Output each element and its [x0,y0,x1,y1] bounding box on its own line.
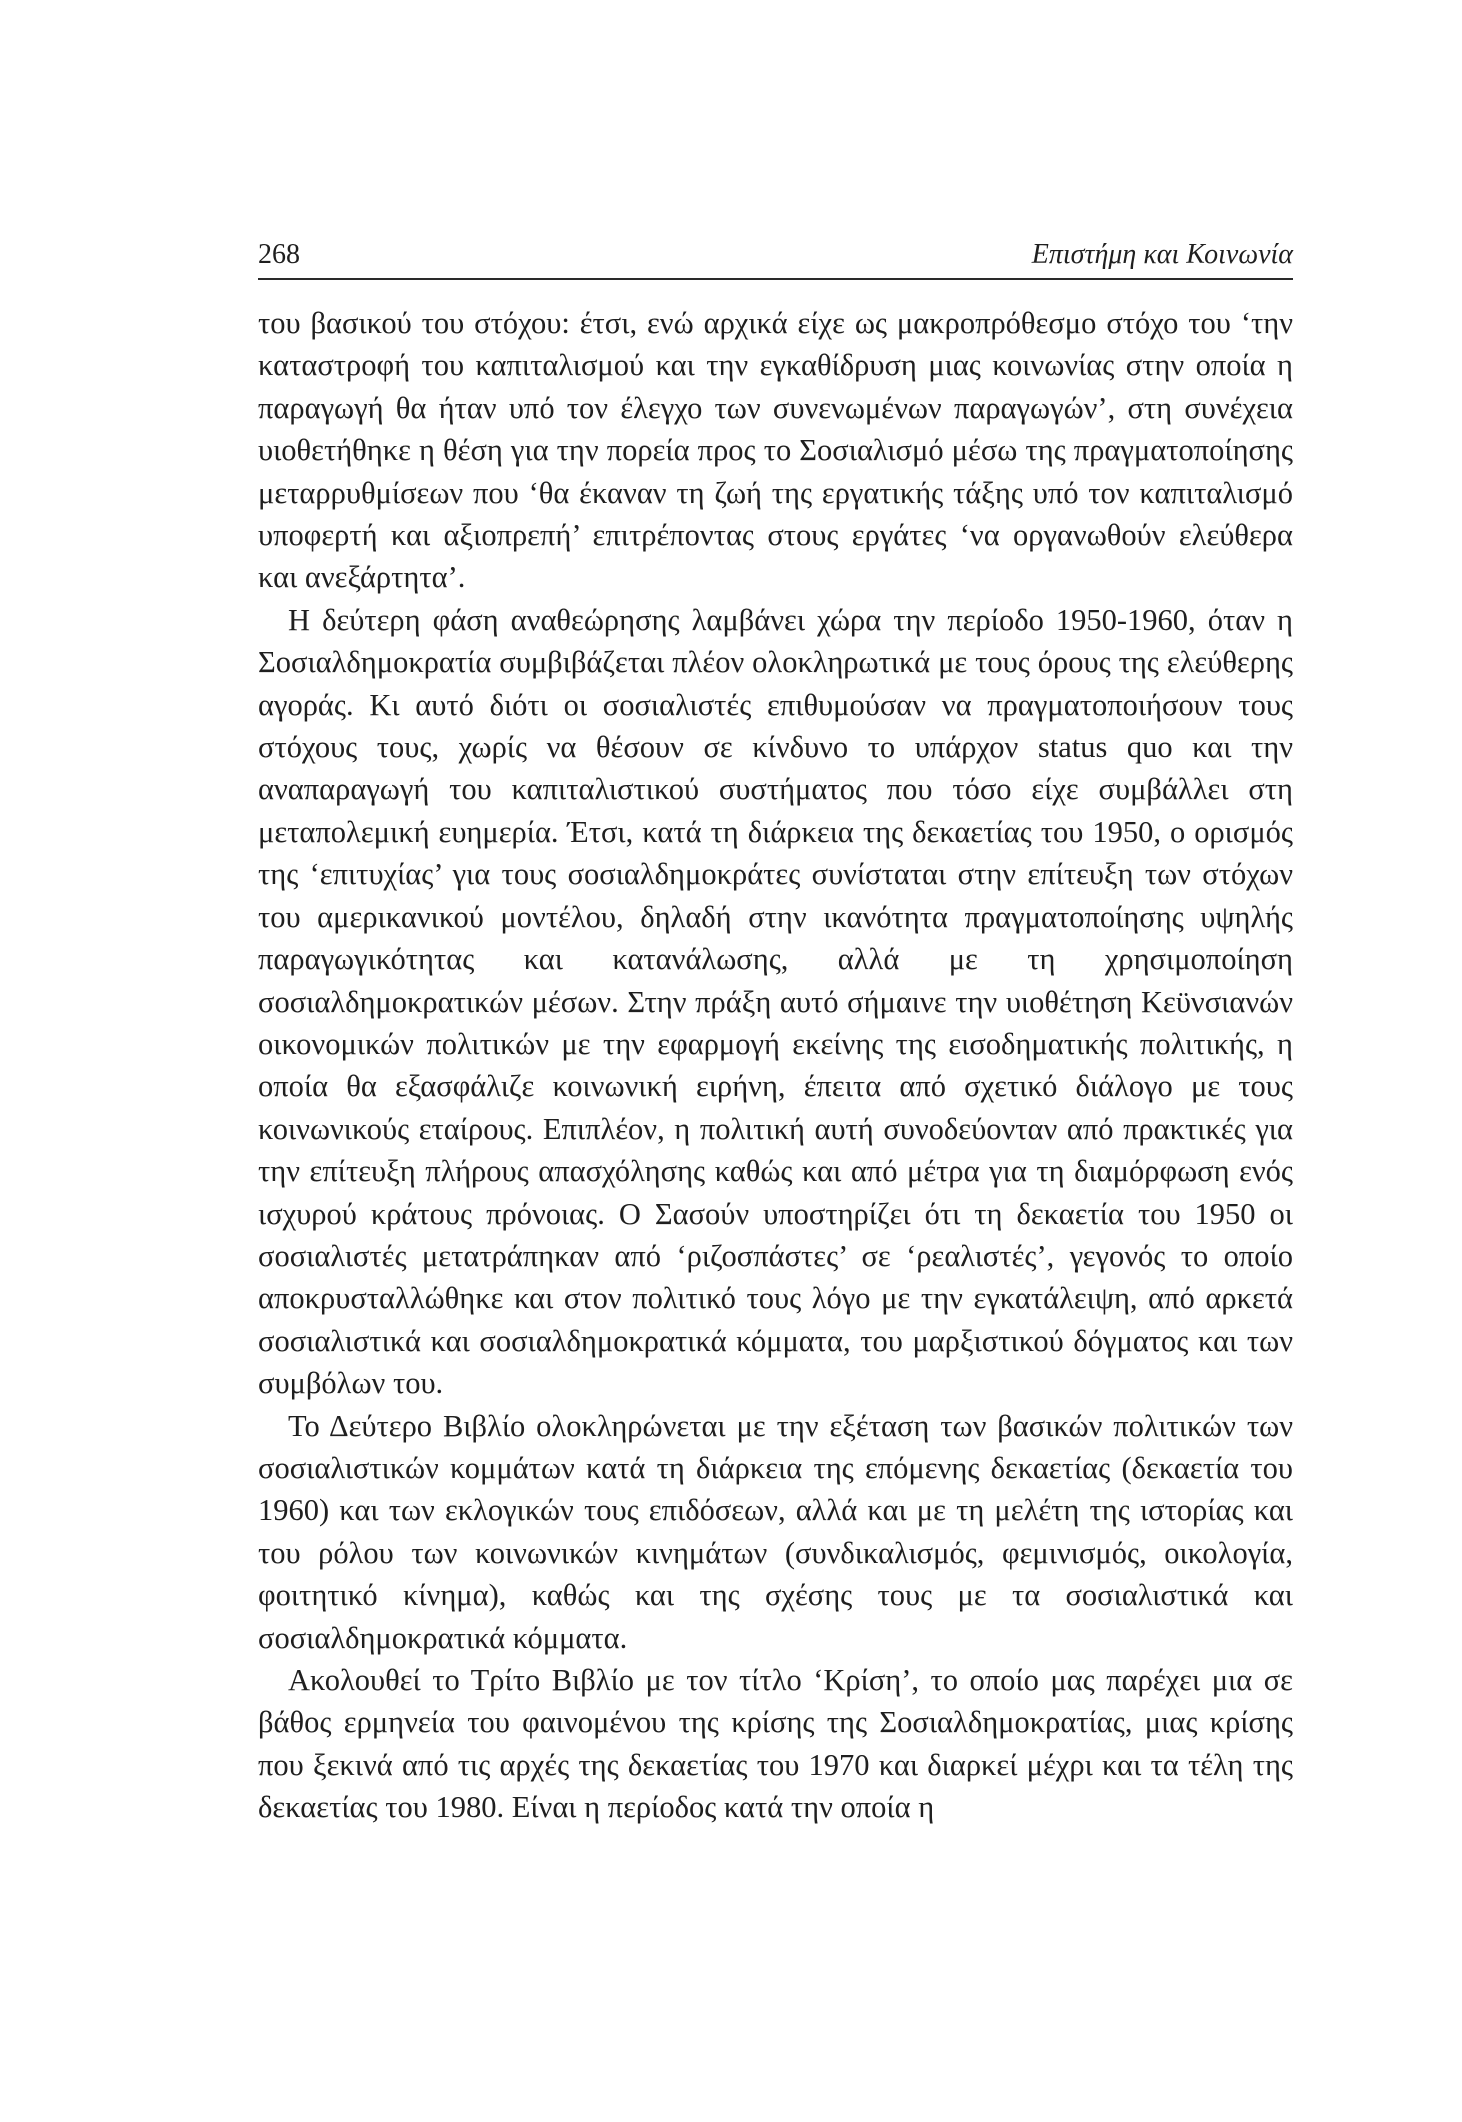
running-title: Επιστήμη και Κοινωνία [1031,239,1293,270]
paragraph: Το Δεύτερο Βιβλίο ολοκληρώνεται με την εξέταση των βασικών πολιτικών των σοσιαλιστικών κομμάτων κατά τη διάρκεια της επόμενης δεκαετίας (δεκαετία του 1960) και των εκλογικών τους επιδόσεων, αλλά και με τη μελέτη της ιστορίας και του ρόλου των κοινωνικών κινημάτων (συνδικαλισμός, φεμινισμός, οικολογία, φοιτητικό κίνημα), καθώς και της σχέσης τους με τα σοσιαλιστικά και σοσιαλδημοκρατικά κόμματα. [258,1408,1293,1655]
paragraph: του βασικού του στόχου: έτσι, ενώ αρχικά είχε ως μακροπρόθεσμο στόχο του ‘την καταστροφή του καπιταλισμού και την εγκαθίδρυση μιας κοινωνίας στην οποία η παραγωγή θα ήταν υπό τον έλεγχο των συνενωμένων παραγωγών’, στη συνέχεια υιοθετήθηκε η θέση για την πορεία προς το Σοσιαλισμό μέσω της πραγματοποίησης μεταρρυθμίσεων που ‘θα έκαναν τη ζωή της εργατικής τάξης υπό τον καπιταλισμό υποφερτή και αξιοπρεπή’ επιτρέποντας στους εργάτες ‘να οργανωθούν ελεύθερα και ανεξάρτητα’. [258,306,1293,595]
paragraph: Η δεύτερη φάση αναθεώρησης λαμβάνει χώρα την περίοδο 1950-1960, όταν η Σοσιαλδημοκρατία συμβιβάζεται πλέον ολοκληρωτικά με τους όρους της ελεύθερης αγοράς. Κι αυτό διότι οι σοσιαλιστές επιθυμούσαν να πραγματοποιήσουν τους στόχους τους, χωρίς να θέσουν σε κίνδυνο το υπάρχον status quo και την αναπαραγωγή του καπιταλιστικού συστήματος που τόσο είχε συμβάλλει στη μεταπολεμική ευημερία. Έτσι, κατά τη διάρκεια της δεκαετίας του 1950, ο ορισμός της ‘επιτυχίας’ για τους σοσιαλδημοκράτες συνίσταται στην επίτευξη των στόχων του αμερικανικού μοντέλου, δηλαδή στην ικανότητα πραγματοποίησης υψηλής παραγωγικότητας και κατανάλωσης, αλλά με τη χρησιμοποίηση σοσιαλδημοκρατικών μέσων. Στην πράξη αυτό σήμαινε την υιοθέτηση Κεϋνσιανών οικονομικών πολιτικών με την εφαρμογή εκείνης της εισοδηματικής πολιτικής, η οποία θα εξασφάλιζε κοινωνική ειρήνη, έπειτα από σχετικό διάλογο με τους κοινωνικούς εταίρους. Επιπλέον, η πολιτική αυτή συνοδεύονταν από πρακτικές για την επίτευξη πλήρους απασχόλησης καθώς και από μέτρα για τη διαμόρφωση ενός ισχυρού κράτους πρόνοιας. Ο Σασούν υποστηρίζει ότι τη δεκαετία του 1950 οι σοσιαλιστές μετατράπηκαν από ‘ριζοσπάστες’ σε ‘ρεαλιστές’, γεγονός το οποίο αποκρυσταλλώθηκε και στον πολιτικό τους λόγο με την εγκατάλειψη, από αρκετά σοσιαλιστικά και σοσιαλδημοκρατικά κόμματα, του μαρξιστικού δόγματος και των συμβόλων του. [258,602,1293,1401]
paragraph: Ακολουθεί το Τρίτο Βιβλίο με τον τίτλο ‘Κρίση’, το οποίο μας παρέχει μια σε βάθος ερμηνεία του φαινομένου της κρίσης της Σοσιαλδημοκρατίας, μιας κρίσης που ξεκινά από τις αρχές της δεκαετίας του 1970 και διαρκεί μέχρι και τα τέλη της δεκαετίας του 1980. Είναι η περίοδος κατά την οποία η [258,1663,1293,1825]
body-text [258,302,1293,1829]
page-number: 268 [258,239,300,270]
page-header [258,238,1293,280]
